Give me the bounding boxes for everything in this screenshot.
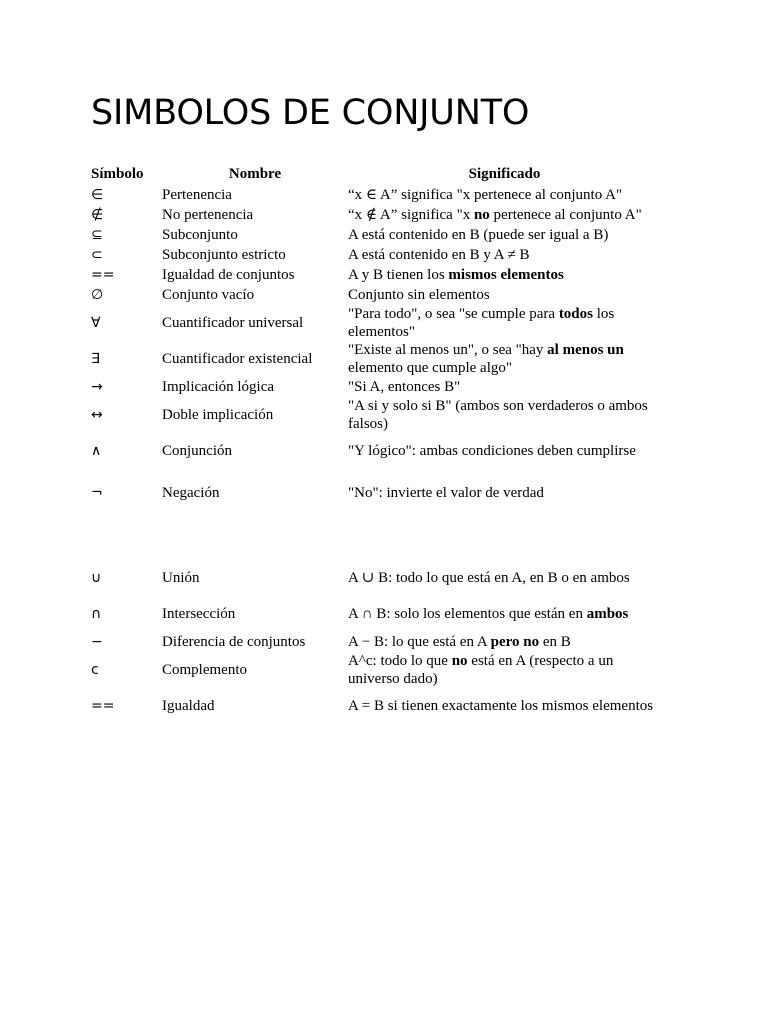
meaning-cell <box>348 341 661 377</box>
meaning-text: A ∩ B: solo los elementos que están en <box>348 606 587 622</box>
table-row <box>91 469 661 517</box>
header-meaning: Significado <box>468 166 541 182</box>
meaning-text: “x ∉ A” significa "x <box>348 207 474 223</box>
table-row <box>91 688 661 724</box>
name-cell: Subconjunto estricto <box>162 247 286 263</box>
meaning-text: "Para todo", o sea "se cumple para <box>348 306 559 322</box>
symbol-cell: ∉ <box>91 207 104 223</box>
symbol-cell: ∀ <box>91 315 101 331</box>
symbol-cell: ∅ <box>91 287 104 303</box>
name-cell: Conjunto vacío <box>162 287 255 303</box>
table-body <box>91 185 661 724</box>
meaning-text: "Existe al menos un", o sea "hay <box>348 342 548 358</box>
meaning-cell <box>348 285 661 305</box>
meaning-cell <box>348 305 661 341</box>
symbol-cell: ∩ <box>91 606 102 622</box>
symbol-cell: c <box>91 662 99 678</box>
symbol-cell: ∃ <box>91 351 100 367</box>
symbol-cell: → <box>91 379 103 395</box>
header-name: Nombre <box>228 166 282 182</box>
table-row <box>91 652 661 688</box>
table-row <box>91 377 661 397</box>
meaning-cell <box>348 205 661 225</box>
name-cell: Igualdad de conjuntos <box>162 267 295 283</box>
name-cell: Doble implicación <box>162 407 274 423</box>
table-row <box>91 285 661 305</box>
name-cell: Negación <box>162 485 220 501</box>
meaning-bold-text: no <box>473 207 490 223</box>
name-cell: Igualdad <box>162 698 215 714</box>
meaning-cell <box>348 185 661 205</box>
table-header-row <box>91 164 661 185</box>
symbol-cell: ⊆ <box>91 227 103 243</box>
symbol-cell: ⊂ <box>91 247 103 263</box>
name-cell: Complemento <box>162 662 247 678</box>
meaning-cell <box>348 245 661 265</box>
meaning-text: A = B si tienen exactamente los mismos elementos <box>348 698 654 714</box>
meaning-text: está en A (respecto a un universo dado) <box>348 653 614 687</box>
name-cell: Conjunción <box>162 443 232 459</box>
table-row <box>91 265 661 285</box>
symbol-cell: ∈ <box>91 187 104 203</box>
meaning-cell <box>348 652 661 688</box>
symbols-table <box>91 164 661 724</box>
meaning-cell <box>348 433 661 469</box>
meaning-bold-text: todos <box>558 306 593 322</box>
name-cell: Diferencia de conjuntos <box>162 634 306 650</box>
meaning-bold-text: pero no <box>490 634 540 650</box>
name-cell: No pertenencia <box>162 207 254 223</box>
meaning-text: A^c: todo lo que <box>348 653 452 669</box>
table-row <box>91 225 661 245</box>
symbol-cell: == <box>91 698 115 714</box>
symbol-cell: ∪ <box>91 570 102 586</box>
name-cell: Subconjunto <box>162 227 238 243</box>
meaning-text: "A si y solo si B" (ambos son verdaderos o ambos falsos) <box>348 398 648 432</box>
meaning-text: los elementos" <box>348 306 615 340</box>
symbol-cell: == <box>91 267 115 283</box>
symbol-cell: ↔ <box>91 407 103 423</box>
table-row <box>91 205 661 225</box>
symbol-cell: ¬ <box>91 485 103 501</box>
meaning-text: A ∪ B: todo lo que está en A, en B o en ambos <box>348 570 630 586</box>
meaning-cell <box>348 265 661 285</box>
meaning-cell <box>348 225 661 245</box>
meaning-cell <box>348 596 661 632</box>
meaning-text: “x ∈ A” significa "x pertenece al conjunto A" <box>348 187 623 203</box>
name-cell: Implicación lógica <box>162 379 275 395</box>
meaning-text: "No": invierte el valor de verdad <box>348 485 544 501</box>
table-row <box>91 560 661 596</box>
meaning-text: A está contenido en B y A ≠ B <box>348 247 530 263</box>
page-title: SIMBOLOS DE CONJUNTO <box>91 93 530 133</box>
table-spacer-row <box>91 517 661 560</box>
meaning-text: A está contenido en B (puede ser igual a B) <box>348 227 609 243</box>
symbol-cell: ∧ <box>91 443 102 459</box>
meaning-text: en B <box>539 634 571 650</box>
meaning-bold-text: no <box>451 653 468 669</box>
meaning-text: "Si A, entonces B" <box>348 379 461 395</box>
meaning-bold-text: al menos un <box>547 342 624 358</box>
table-row <box>91 596 661 632</box>
meaning-text: pertenece al conjunto A" <box>489 207 642 223</box>
table-row <box>91 245 661 265</box>
name-cell: Cuantificador existencial <box>162 351 313 367</box>
symbol-cell: − <box>91 634 103 650</box>
meaning-cell <box>348 397 661 433</box>
table-row <box>91 632 661 652</box>
name-cell: Cuantificador universal <box>162 315 304 331</box>
table-row <box>91 185 661 205</box>
header-symbol: Símbolo <box>91 166 144 182</box>
name-cell: Intersección <box>162 606 236 622</box>
meaning-text: A − B: lo que está en A <box>348 634 491 650</box>
meaning-text: "Y lógico": ambas condiciones deben cumplirse <box>348 443 636 459</box>
meaning-cell <box>348 560 661 596</box>
table-row <box>91 305 661 341</box>
table-row <box>91 341 661 377</box>
table-row <box>91 397 661 433</box>
meaning-cell <box>348 688 661 724</box>
meaning-text: elemento que cumple algo" <box>348 360 512 376</box>
meaning-cell <box>348 632 661 652</box>
name-cell: Pertenencia <box>162 187 232 203</box>
table-row <box>91 433 661 469</box>
spacer-cell <box>91 517 661 560</box>
meaning-cell <box>348 469 661 517</box>
meaning-bold-text: mismos elementos <box>448 267 564 283</box>
meaning-text: A y B tienen los <box>348 267 449 283</box>
meaning-bold-text: ambos <box>586 606 629 622</box>
name-cell: Unión <box>162 570 200 586</box>
meaning-cell <box>348 377 661 397</box>
meaning-text: Conjunto sin elementos <box>348 287 490 303</box>
